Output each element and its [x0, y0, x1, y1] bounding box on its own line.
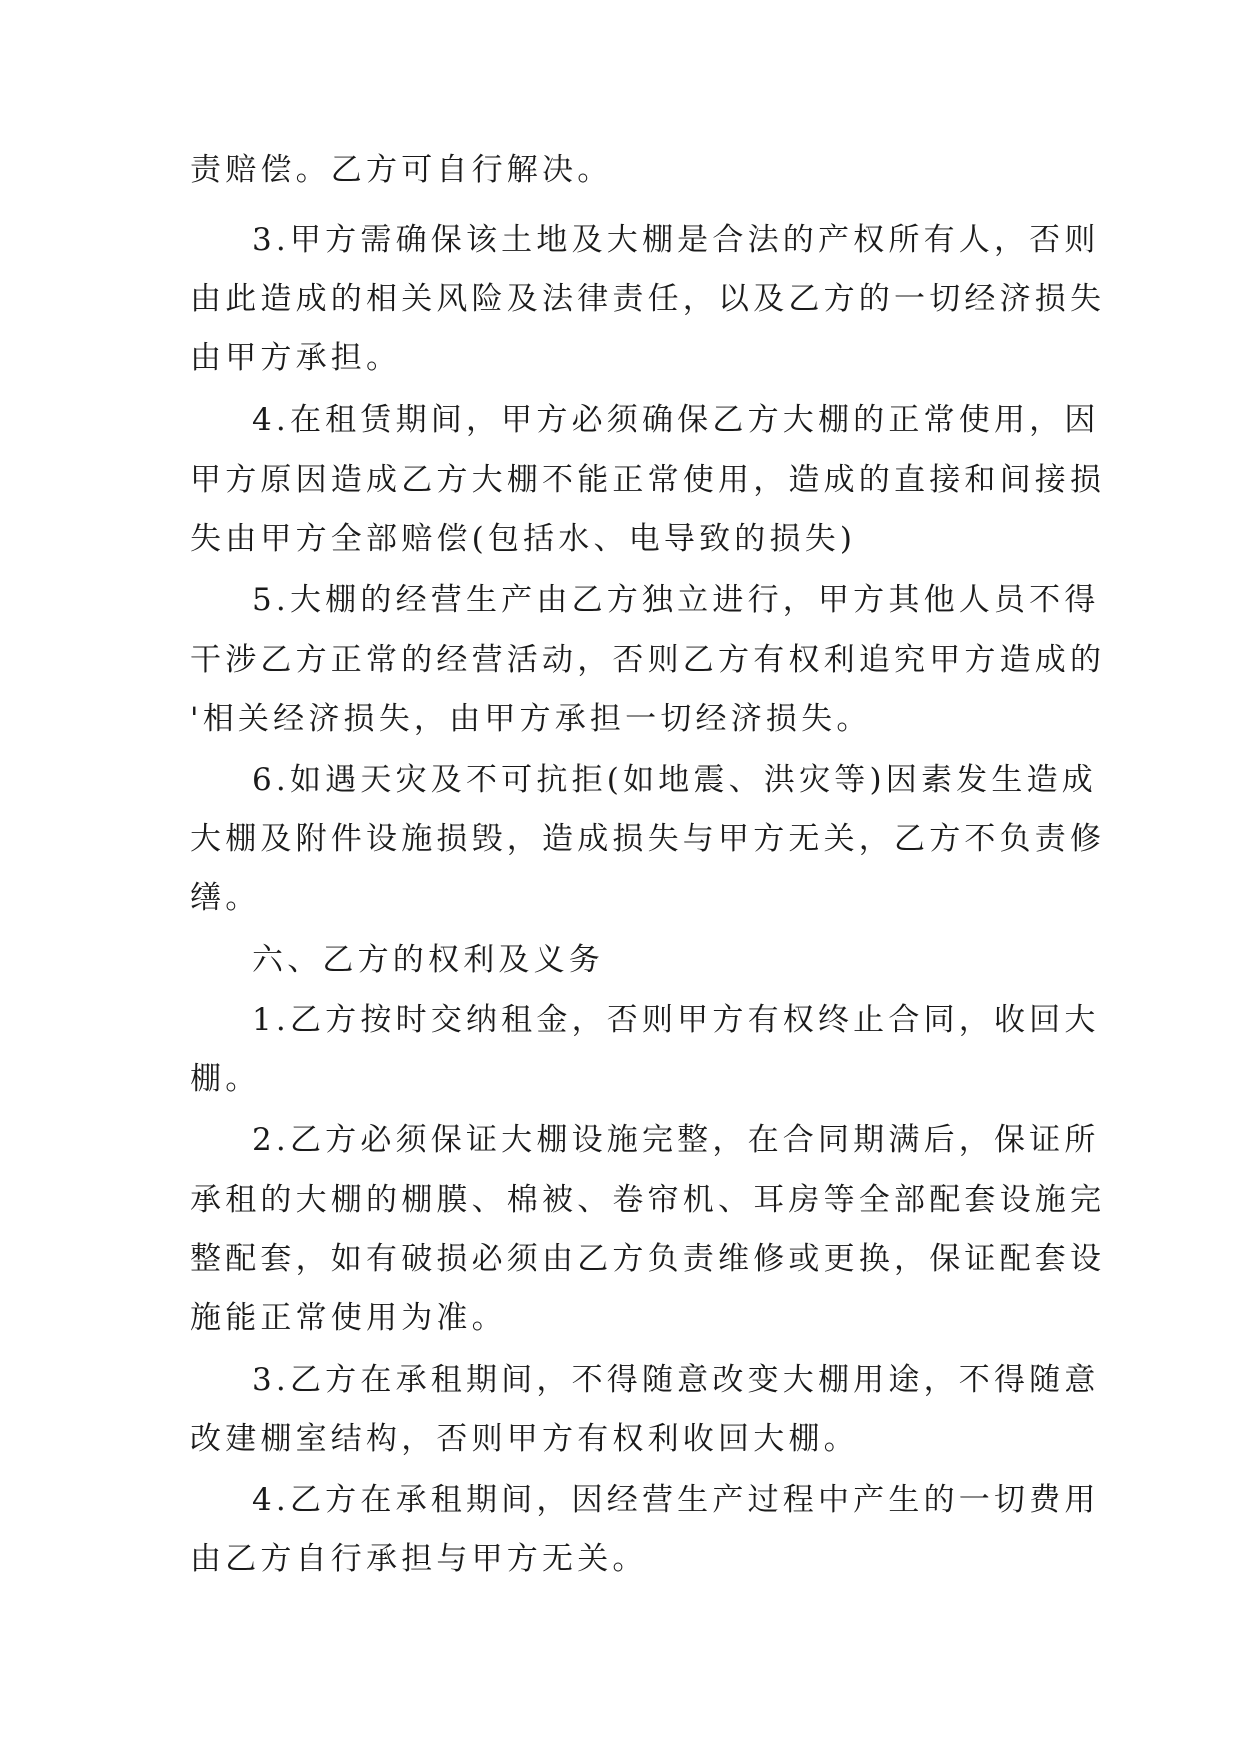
text-line: 5.大棚的经营生产由乙方独立进行，甲方其他人员不得	[252, 582, 1100, 618]
text-line: 由此造成的相关风险及法律责任，以及乙方的一切经济损失	[190, 281, 1106, 317]
text-line: 承租的大棚的棚膜、棉被、卷帘机、耳房等全部配套设施完	[190, 1182, 1106, 1218]
text-line: 4.乙方在承租期间，因经营生产过程中产生的一切费用	[252, 1482, 1100, 1518]
text-line: 缮。	[190, 880, 261, 916]
text-line: 干涉乙方正常的经营活动，否则乙方有权利追究甲方造成的	[190, 642, 1106, 678]
text-line: 改建棚室结构，否则甲方有权利收回大棚。	[190, 1421, 859, 1457]
text-line: 棚。	[190, 1061, 261, 1097]
text-line: 失由甲方全部赔偿(包括水、电导致的损失)	[190, 521, 857, 557]
text-line: 2.乙方必须保证大棚设施完整，在合同期满后，保证所	[252, 1122, 1100, 1158]
text-line: 1.乙方按时交纳租金，否则甲方有权终止合同，收回大	[252, 1002, 1100, 1038]
text-line: 整配套，如有破损必须由乙方负责维修或更换，保证配套设	[190, 1241, 1106, 1277]
text-line: 6.如遇天灾及不可抗拒(如地震、洪灾等)因素发生造成	[252, 762, 1097, 798]
text-line: 由甲方承担。	[190, 340, 402, 376]
text-line: 3.甲方需确保该土地及大棚是合法的产权所有人，否则	[252, 222, 1100, 258]
text-line: 4.在租赁期间，甲方必须确保乙方大棚的正常使用，因	[252, 402, 1100, 438]
text-line: 大棚及附件设施损毁，造成损失与甲方无关，乙方不负责修	[190, 821, 1106, 857]
text-line: 3.乙方在承租期间，不得随意改变大棚用途，不得随意	[252, 1362, 1100, 1398]
text-line: 责赔偿。乙方可自行解决。	[190, 152, 613, 188]
text-line: 施能正常使用为准。	[190, 1300, 507, 1336]
text-line: '相关经济损失，由甲方承担一切经济损失。	[190, 701, 872, 737]
text-line: 由乙方自行承担与甲方无关。	[190, 1541, 648, 1577]
text-line: 甲方原因造成乙方大棚不能正常使用，造成的直接和间接损	[190, 462, 1106, 498]
section-heading: 六、乙方的权利及义务	[252, 942, 604, 978]
